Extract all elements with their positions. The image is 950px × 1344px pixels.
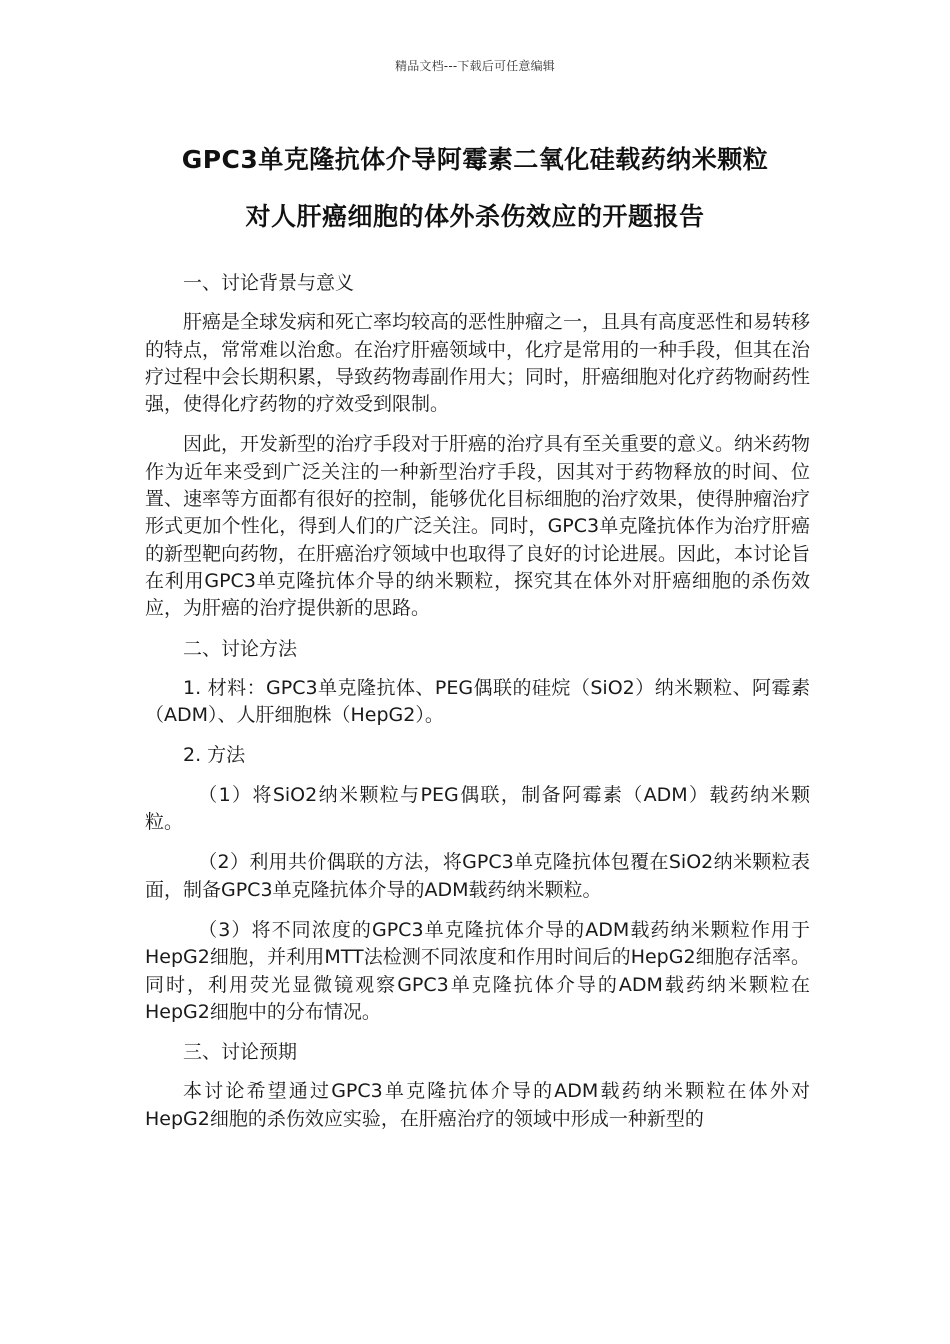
section-1-paragraph-1: 肝癌是全球发病和死亡率均较高的恶性肿瘤之一，且具有高度恶性和易转移的特点，常常难以治愈。在治疗肝癌领域中，化疗是常用的一种手段，但其在治疗过程中会长期积累，导致药物毒副作用大；同时，肝癌细胞对化疗药物耐药性强，使得化疗药物的疗效受到限制。 xyxy=(145,311,811,416)
document-title-line-1: GPC3单克隆抗体介导阿霉素二氧化硅载药纳米颗粒 xyxy=(181,145,769,174)
document-title-line-2: 对人肝癌细胞的体外杀伤效应的开题报告 xyxy=(245,202,705,231)
section-3-paragraph-1: 本讨论希望通过GPC3单克隆抗体介导的ADM载药纳米颗粒在体外对HepG2细胞的杀伤效应实验，在肝癌治疗的领域中形成一种新型的 xyxy=(145,1080,810,1130)
section-2-methods-heading: 2. 方法 xyxy=(183,744,246,767)
header-note: 精品文档---下载后可任意编辑 xyxy=(395,59,555,73)
section-1-paragraph-2: 因此，开发新型的治疗手段对于肝癌的治疗具有至关重要的意义。纳米药物作为近年来受到广泛关注的一种新型治疗手段，因其对于药物释放的时间、位置、速率等方面都有很好的控制，能够优化目标细胞的治疗效果，使得肿瘤治疗形式更加个性化，得到人们的广泛关注。同时，GPC3单克隆抗体作为治疗肝癌的新型靶向药物，在肝癌治疗领域中也取得了良好的讨论进展。因此，本讨论旨在利用GPC3单克隆抗体介导的纳米颗粒，探究其在体外对肝癌细胞的杀伤效应，为肝癌的治疗提供新的思路。 xyxy=(145,433,811,620)
section-2-step-3: （3）将不同浓度的GPC3单克隆抗体介导的ADM载药纳米颗粒作用于HepG2细胞，并利用MTT法检测不同浓度和作用时间后的HepG2细胞存活率。同时，利用荧光显微镜观察GPC3单克隆抗体介导的ADM载药纳米颗粒在HepG2细胞中的分布情况。 xyxy=(145,918,810,1023)
section-2-step-2: （2）利用共价偶联的方法，将GPC3单克隆抗体包覆在SiO2纳米颗粒表面，制备GPC3单克隆抗体介导的ADM载药纳米颗粒。 xyxy=(145,851,810,901)
section-2-step-1: （1）将SiO2纳米颗粒与PEG偶联，制备阿霉素（ADM）载药纳米颗粒。 xyxy=(145,783,810,834)
section-2-materials: 1. 材料：GPC3单克隆抗体、PEG偶联的硅烷（SiO2）纳米颗粒、阿霉素（ADM）、人肝细胞株（HepG2）。 xyxy=(145,676,810,727)
section-3-heading: 三、讨论预期 xyxy=(183,1041,298,1064)
section-1-heading: 一、讨论背景与意义 xyxy=(183,272,355,294)
section-2-heading: 二、讨论方法 xyxy=(183,637,298,660)
document-body xyxy=(145,270,810,1146)
